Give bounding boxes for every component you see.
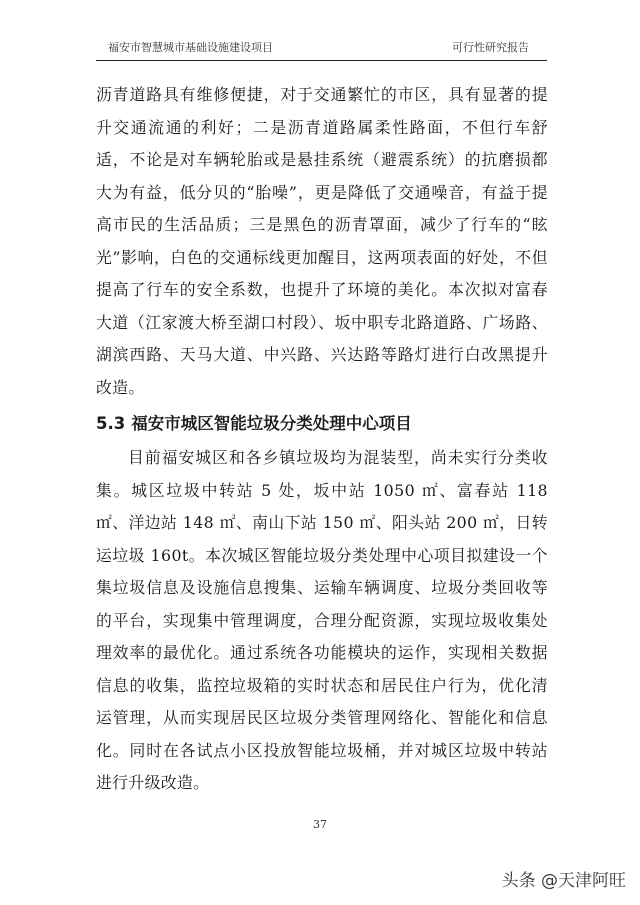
watermark-label: 头条 @天津阿旺 [501,871,626,891]
header-report-type: 可行性研究报告 [452,41,529,54]
section-title: 福安市城区智能垃圾分类处理中心项目 [131,414,412,433]
page-header [96,34,547,61]
section-number: 5.3 [96,414,126,433]
body-paragraph-2: 目前福安城区和各乡镇垃圾均为混装型，尚未实行分类收集。城区垃圾中转站 5 处，坂中站 1050 ㎡、富春站 118 ㎡、洋边站 148 ㎡、南山下站 150 ㎡、阳头站 200 ㎡，日转运垃圾 160t。本次城区智能垃圾分类处理中心项目拟建设一个集垃圾信息及设施信息搜集、运输车辆调度、垃圾分类回收等的平台，实现集中管理调度，合理分配资源，实现垃圾收集处理效率的最优化。通过系统各功能模块的运作，实现相关数据信息的收集，监控垃圾箱的实时状态和居民住户行为，优化清运管理，从而实现居民区垃圾分类管理网络化、智能化和信息化。同时在各试点小区投放智能垃圾桶，并对城区垃圾中转站进行升级改造。 [96,448,548,792]
page-number: 37 [313,818,327,831]
body-paragraph-1: 沥青道路具有维修便捷，对于交通繁忙的市区，具有显著的提升交通流通的利好；二是沥青道路属柔性路面，不但行车舒适，不论是对车辆轮胎或是悬挂系统（避震系统）的抗磨损都大为有益，低分贝的“胎噪”，更是降低了交通噪音，有益于提高市民的生活品质；三是黑色的沥青罩面，减少了行车的“眩光”影响，白色的交通标线更加醒目，这两项表面的好处，不但提高了行车的安全系数，也提升了环境的美化。本次拟对富春大道（江家渡大桥至湖口村段）、坂中职专北路道路、广场路、湖滨西路、天马大道、中兴路、兴达路等路灯进行白改黑提升改造。 [96,85,548,397]
header-project-title: 福安市智慧城市基础设施建设项目 [108,41,273,54]
page-content [96,79,548,800]
section-heading [96,408,548,440]
